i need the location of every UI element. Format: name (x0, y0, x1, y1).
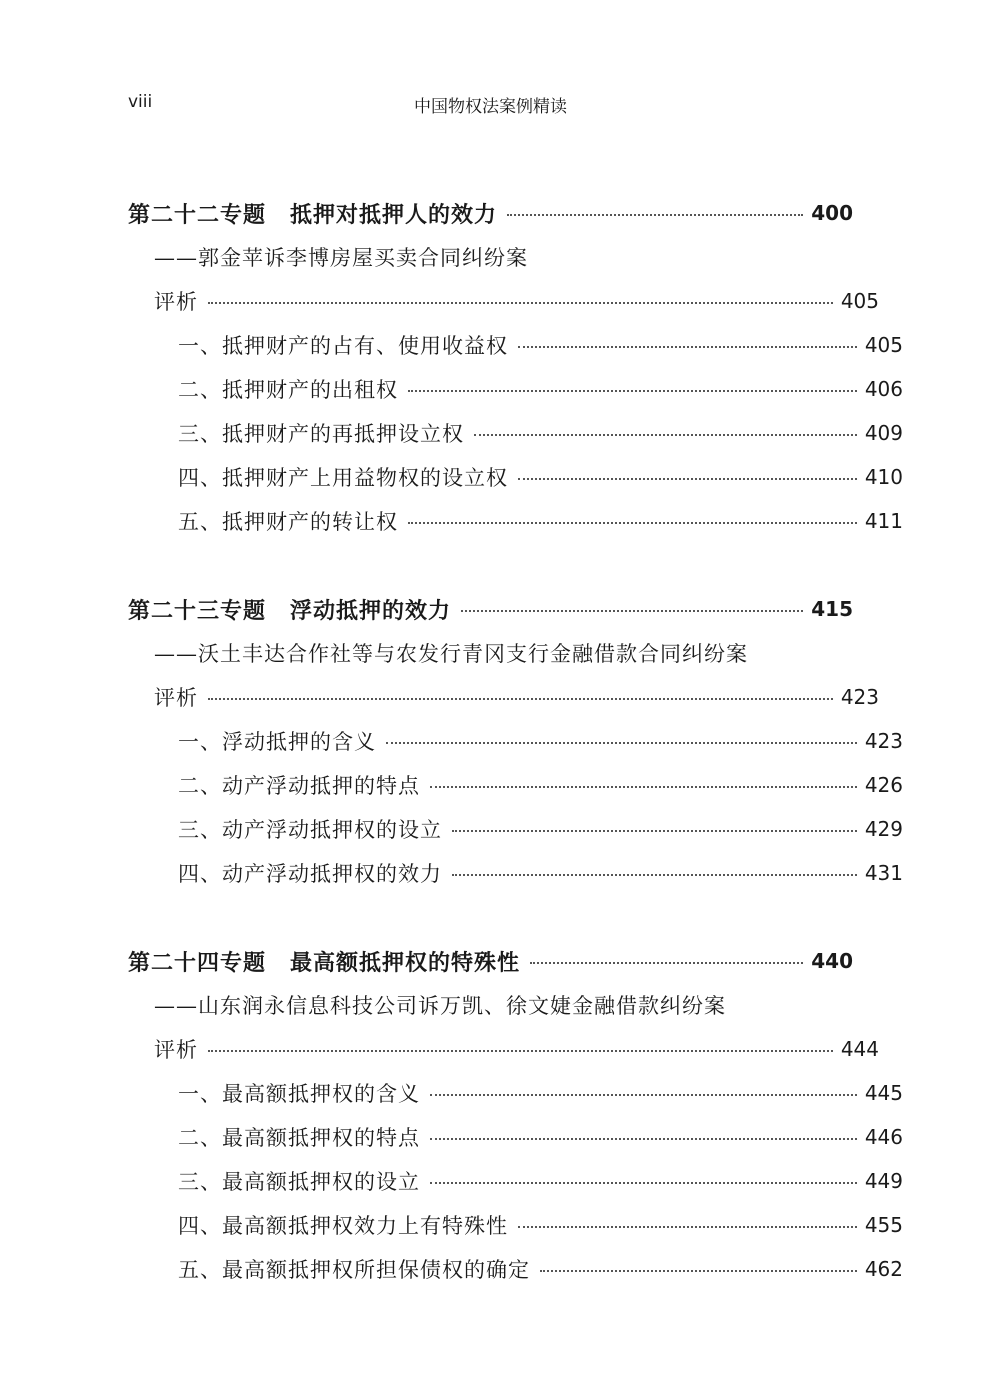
page-ref: 449 (864, 1169, 903, 1193)
dot-leader (430, 1182, 857, 1184)
page-ref: 415 (811, 597, 853, 621)
dot-leader (518, 1226, 857, 1228)
item-label: 二、最高额抵押权的特点 (178, 1126, 420, 1150)
item-label: 二、动产浮动抵押的特点 (178, 774, 420, 798)
dot-leader (452, 874, 857, 876)
page-ref: 444 (840, 1037, 879, 1061)
toc-item[interactable] (128, 1249, 903, 1289)
toc-chapter-22[interactable] (128, 193, 853, 233)
dot-leader (461, 610, 803, 612)
item-label: 四、动产浮动抵押权的效力 (178, 862, 442, 886)
page-ref: 410 (864, 465, 903, 489)
dot-leader (530, 962, 803, 964)
toc-item[interactable] (128, 1161, 903, 1201)
page-ref: 445 (864, 1081, 903, 1105)
dot-leader (540, 1270, 857, 1272)
toc-item[interactable] (128, 809, 903, 849)
page-ref: 409 (864, 421, 903, 445)
toc-item[interactable] (128, 325, 903, 365)
page-ref: 440 (811, 949, 853, 973)
page-ref: 446 (864, 1125, 903, 1149)
chapter-number: 第二十四专题 (128, 949, 267, 976)
item-label: 三、抵押财产的再抵押设立权 (178, 422, 464, 446)
item-label: 五、抵押财产的转让权 (178, 510, 398, 534)
chapter-topic: 抵押对抵押人的效力 (290, 201, 498, 228)
toc-item[interactable] (128, 721, 903, 761)
analysis-label: 评析 (154, 686, 198, 710)
item-label: 一、抵押财产的占有、使用收益权 (178, 334, 508, 358)
dot-leader (208, 302, 833, 304)
page-ref: 411 (864, 509, 903, 533)
page-ref: 429 (864, 817, 903, 841)
page-ref: 400 (811, 201, 853, 225)
toc-item[interactable] (128, 853, 903, 893)
page-ref: 406 (864, 377, 903, 401)
item-label: 四、最高额抵押权效力上有特殊性 (178, 1214, 508, 1238)
page-ref: 423 (864, 729, 903, 753)
toc-item[interactable] (128, 369, 903, 409)
item-label: 三、最高额抵押权的设立 (178, 1170, 420, 1194)
toc-item[interactable] (128, 457, 903, 497)
book-title: 中国物权法案例精读 (414, 97, 567, 117)
dot-leader (518, 478, 857, 480)
page-ref: 462 (864, 1257, 903, 1281)
toc-item[interactable] (128, 1205, 903, 1245)
dot-leader (386, 742, 857, 744)
dot-leader (408, 390, 857, 392)
page-ref: 423 (840, 685, 879, 709)
dot-leader (408, 522, 857, 524)
item-label: 三、动产浮动抵押权的设立 (178, 818, 442, 842)
case-subtitle: ——沃土丰达合作社等与农发行青冈支行金融借款合同纠纷案 (154, 642, 748, 666)
toc-chapter-24[interactable] (128, 941, 853, 981)
dot-leader (452, 830, 857, 832)
chapter-number: 第二十三专题 (128, 597, 267, 624)
dot-leader (430, 786, 857, 788)
page-ref: 426 (864, 773, 903, 797)
toc-analysis[interactable] (128, 677, 879, 717)
toc-analysis[interactable] (128, 1029, 879, 1069)
case-subtitle: ——山东润永信息科技公司诉万凯、徐文婕金融借款纠纷案 (154, 994, 726, 1018)
toc-item[interactable] (128, 1117, 903, 1157)
analysis-label: 评析 (154, 1038, 198, 1062)
case-subtitle: ——郭金苹诉李博房屋买卖合同纠纷案 (154, 246, 528, 270)
dot-leader (518, 346, 857, 348)
item-label: 一、最高额抵押权的含义 (178, 1082, 420, 1106)
chapter-topic: 最高额抵押权的特殊性 (290, 949, 521, 976)
dot-leader (430, 1094, 857, 1096)
toc-item[interactable] (128, 501, 903, 541)
dot-leader (208, 1050, 833, 1052)
page-ref: 431 (864, 861, 903, 885)
toc-item[interactable] (128, 765, 903, 805)
dot-leader (507, 214, 803, 216)
toc-analysis[interactable] (128, 281, 879, 321)
page-ref: 405 (864, 333, 903, 357)
chapter-number: 第二十二专题 (128, 201, 267, 228)
dot-leader (474, 434, 857, 436)
toc-item[interactable] (128, 413, 903, 453)
running-head (128, 92, 853, 116)
item-label: 四、抵押财产上用益物权的设立权 (178, 466, 508, 490)
item-label: 五、最高额抵押权所担保债权的确定 (178, 1258, 530, 1282)
toc-item[interactable] (128, 1073, 903, 1113)
item-label: 二、抵押财产的出租权 (178, 378, 398, 402)
chapter-topic: 浮动抵押的效力 (290, 597, 452, 624)
page-ref: 455 (864, 1213, 903, 1237)
page-ref: 405 (840, 289, 879, 313)
dot-leader (208, 698, 833, 700)
toc-chapter-23[interactable] (128, 589, 853, 629)
item-label: 一、浮动抵押的含义 (178, 730, 376, 754)
dot-leader (430, 1138, 857, 1140)
analysis-label: 评析 (154, 290, 198, 314)
page-number: viii (128, 92, 153, 112)
